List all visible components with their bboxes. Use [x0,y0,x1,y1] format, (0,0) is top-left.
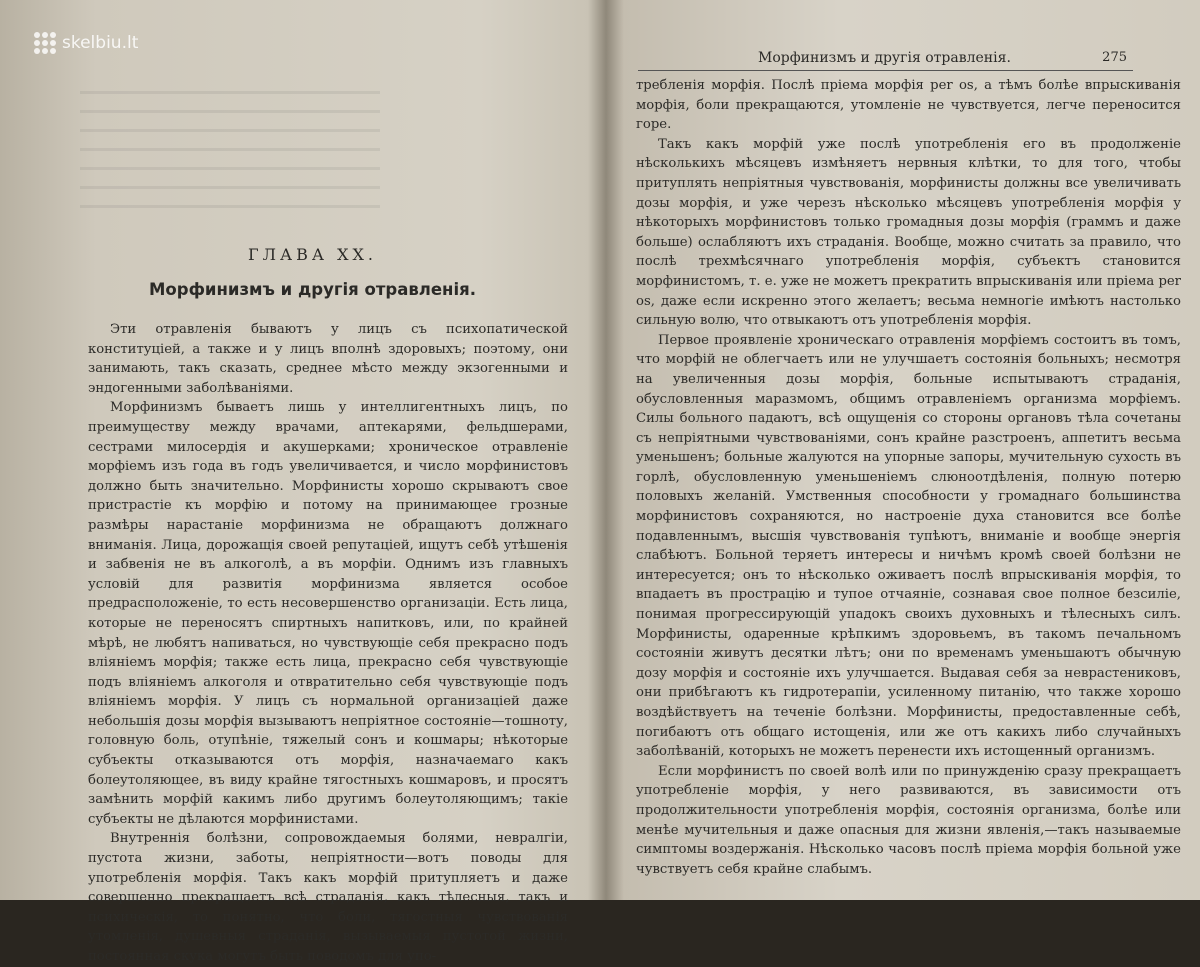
paragraph: Первое проявленіе хроническаго отравленія морфіемъ состоитъ въ томъ, что морфій не облегчаетъ или не улучшаетъ состоянія больныхъ; несмотря на увеличенныя дозы морфія, больные испытываютъ страданія, обусловленныя маразмомъ, общимъ отравленіемъ организма морфіемъ. Силы больного падаютъ, всѣ ощущенія со стороны органовъ тѣла сочетаны съ непріятными чувствованіями, сонъ крайне разстроенъ, аппетитъ весьма уменьшенъ; больные жалуются на упорные запоры, мучительную сухость въ горлѣ, обусловленную уменьшеніемъ слюноотдѣленія, полную потерю половыхъ желаній. Умственныя способности у громаднаго большинства морфинистовъ сохраняются, но настроеніе духа становится все болѣе подавленнымъ, высшія чувствованія тупѣютъ, вниманіе и вообще энергія слабѣютъ. Больной теряетъ интересы и ничѣмъ кромѣ своей болѣзни не интересуется; онъ то нѣсколько оживаетъ послѣ впрыскиванія морфія, то впадаетъ въ прострацію и тупое отчаяніе, сознавая свое полное безсиліе, понимая прогрессирующій упадокъ своихъ духовныхъ и тѣлесныхъ силъ. Морфинисты, одаренные крѣпкимъ здоровьемъ, въ такомъ печальномъ состояніи живутъ десятки лѣтъ; они по временамъ уменьшаютъ обычную дозу морфія и состояніе ихъ улучшается. Выдавая себя за неврастениковъ, они прибѣгаютъ къ гидротерапіи, усиленному питанію, что также хорошо воздѣйствуетъ на теченіе болѣзни. Морфинисты, предоставленные себѣ, погибаютъ отъ общаго истощенія, или же отъ какихъ либо случайныхъ заболѣваній, которыхъ не можетъ перенести ихъ истощенный организмъ. [636,332,1181,760]
paragraph: Если морфинистъ по своей волѣ или по принужденію сразу прекращаетъ употребленіе морфія, у него развиваются, въ зависимости отъ продолжительности употребленія морфія, состоянія организма, болѣе или менѣе мучительныя и даже опасныя для жизни явленія,—такъ называемые симптомы воздержанія. Нѣсколько часовъ послѣ пріема морфія больной уже чувствуетъ себя крайне слабымъ. [636,763,1181,877]
right-page-body [636,76,1181,879]
paragraph: требленія морфія. Послѣ пріема морфія per os, а тѣмъ болѣе впрыскиванія морфія, боли прекращаются, утомленіе не чувствуется, легче переносится горе. [636,78,1181,133]
paragraph: Такъ какъ морфій уже послѣ употребленія его въ продолженіе нѣсколькихъ мѣсяцевъ измѣняетъ нервныя клѣтки, то для того, чтобы притуплять непріятныя чувствованія, морфинисты должны все увеличивать дозы морфія, и уже черезъ нѣсколько мѣсяцевъ употребленія морфія у нѣкоторыхъ морфинистовъ только громадныя дозы морфія (граммъ и даже больше) ослабляютъ ихъ страданія. Вообще, можно считать за правило, что послѣ трехмѣсячнаго употребленія морфія, субъектъ становится морфинистомъ, т. е. уже не можетъ прекратить впрыскиванія или пріема per os, даже если искренно этого желаетъ; весьма немногіе имѣютъ настолько сильную волю, что отвыкаютъ отъ употребленія морфія. [636,136,1181,329]
running-head: Морфинизмъ и другія отравленія. [758,50,1011,66]
chapter-title: Морфинизмъ и другія отравленія. [149,280,476,299]
left-page [40,0,585,964]
bleed-through-text [80,75,380,245]
paragraph: Морфинизмъ бываетъ лишь у интеллигентныхъ лицъ, по преимуществу между врачами, аптекарями, фельдшерами, сестрами милосердія и акушерками; хроническое отравленіе морфіемъ изъ года въ годъ увеличивается, и число морфинистовъ должно быть значительно. Морфинисты хорошо скрываютъ свое пристрастіе къ морфію и потому на принимающее грозные размѣры нарастаніе морфинизма не обращаютъ должнаго вниманія. Лица, дорожащія своей репутаціей, ищутъ себѣ утѣшенія и забвенія не въ алкоголѣ, а въ морфіи. Однимъ изъ главныхъ условій для развитія морфинизма является особое предрасположеніе, то есть несовершенство организаціи. Есть лица, которые не переносятъ спиртныхъ напитковъ, или, по крайней мѣрѣ, не любятъ напиваться, но чувствующіе себя прекрасно подъ вліяніемъ морфія; также есть лица, прекрасно себя чувствующіе подъ вліяніемъ алкоголя и отвратительно себя чувствующіе подъ вліяніемъ морфія. У лицъ съ нормальной организаціей даже небольшія дозы морфія вызываютъ непріятное состояніе—тошноту, головную боль, отупѣніе, тяжелый сонъ и кошмары; нѣкоторые субъекты отказываются отъ морфія, назначаемаго какъ болеутоляющее, въ виду крайне тягостныхъ кошмаровъ, и просятъ замѣнить морфій какимъ либо другимъ болеутоляющимъ; такіе субъекты не дѣлаются морфинистами. [88,400,568,827]
paragraph: Эти отравленія бываютъ у лицъ съ психопатической конституціей, а также и у лицъ вполнѣ здоровыхъ; поэтому, они занимають, такъ сказать, среднее мѣсто между экзогенными и эндогенными заболѣваніями. [88,322,568,396]
watermark-text: skelbiu.lt [62,33,139,53]
right-page [618,0,1193,900]
watermark-logo-icon [34,32,56,54]
page-number: 275 [1102,50,1127,65]
page-header [618,48,1193,72]
left-page-body [88,320,568,967]
watermark [34,32,138,54]
paragraph: Внутреннія болѣзни, сопровождаемыя болями, невралгіи, пустота жизни, заботы, непріятности—вотъ поводы для употребленія морфія. Такъ какъ морфій притупляетъ и даже совершенно прекращаетъ всѣ страданія, какъ тѣлесныя, такъ и психическія, то понятно, что боли, тягостныя чувствованія утомленія, душевныя страданія, вызываемыя пустотой жизни, постоянная скука могутъ быть поводомъ для упо- [88,831,568,964]
chapter-label: ГЛАВА XX. [248,245,377,264]
header-rule [638,70,1133,71]
